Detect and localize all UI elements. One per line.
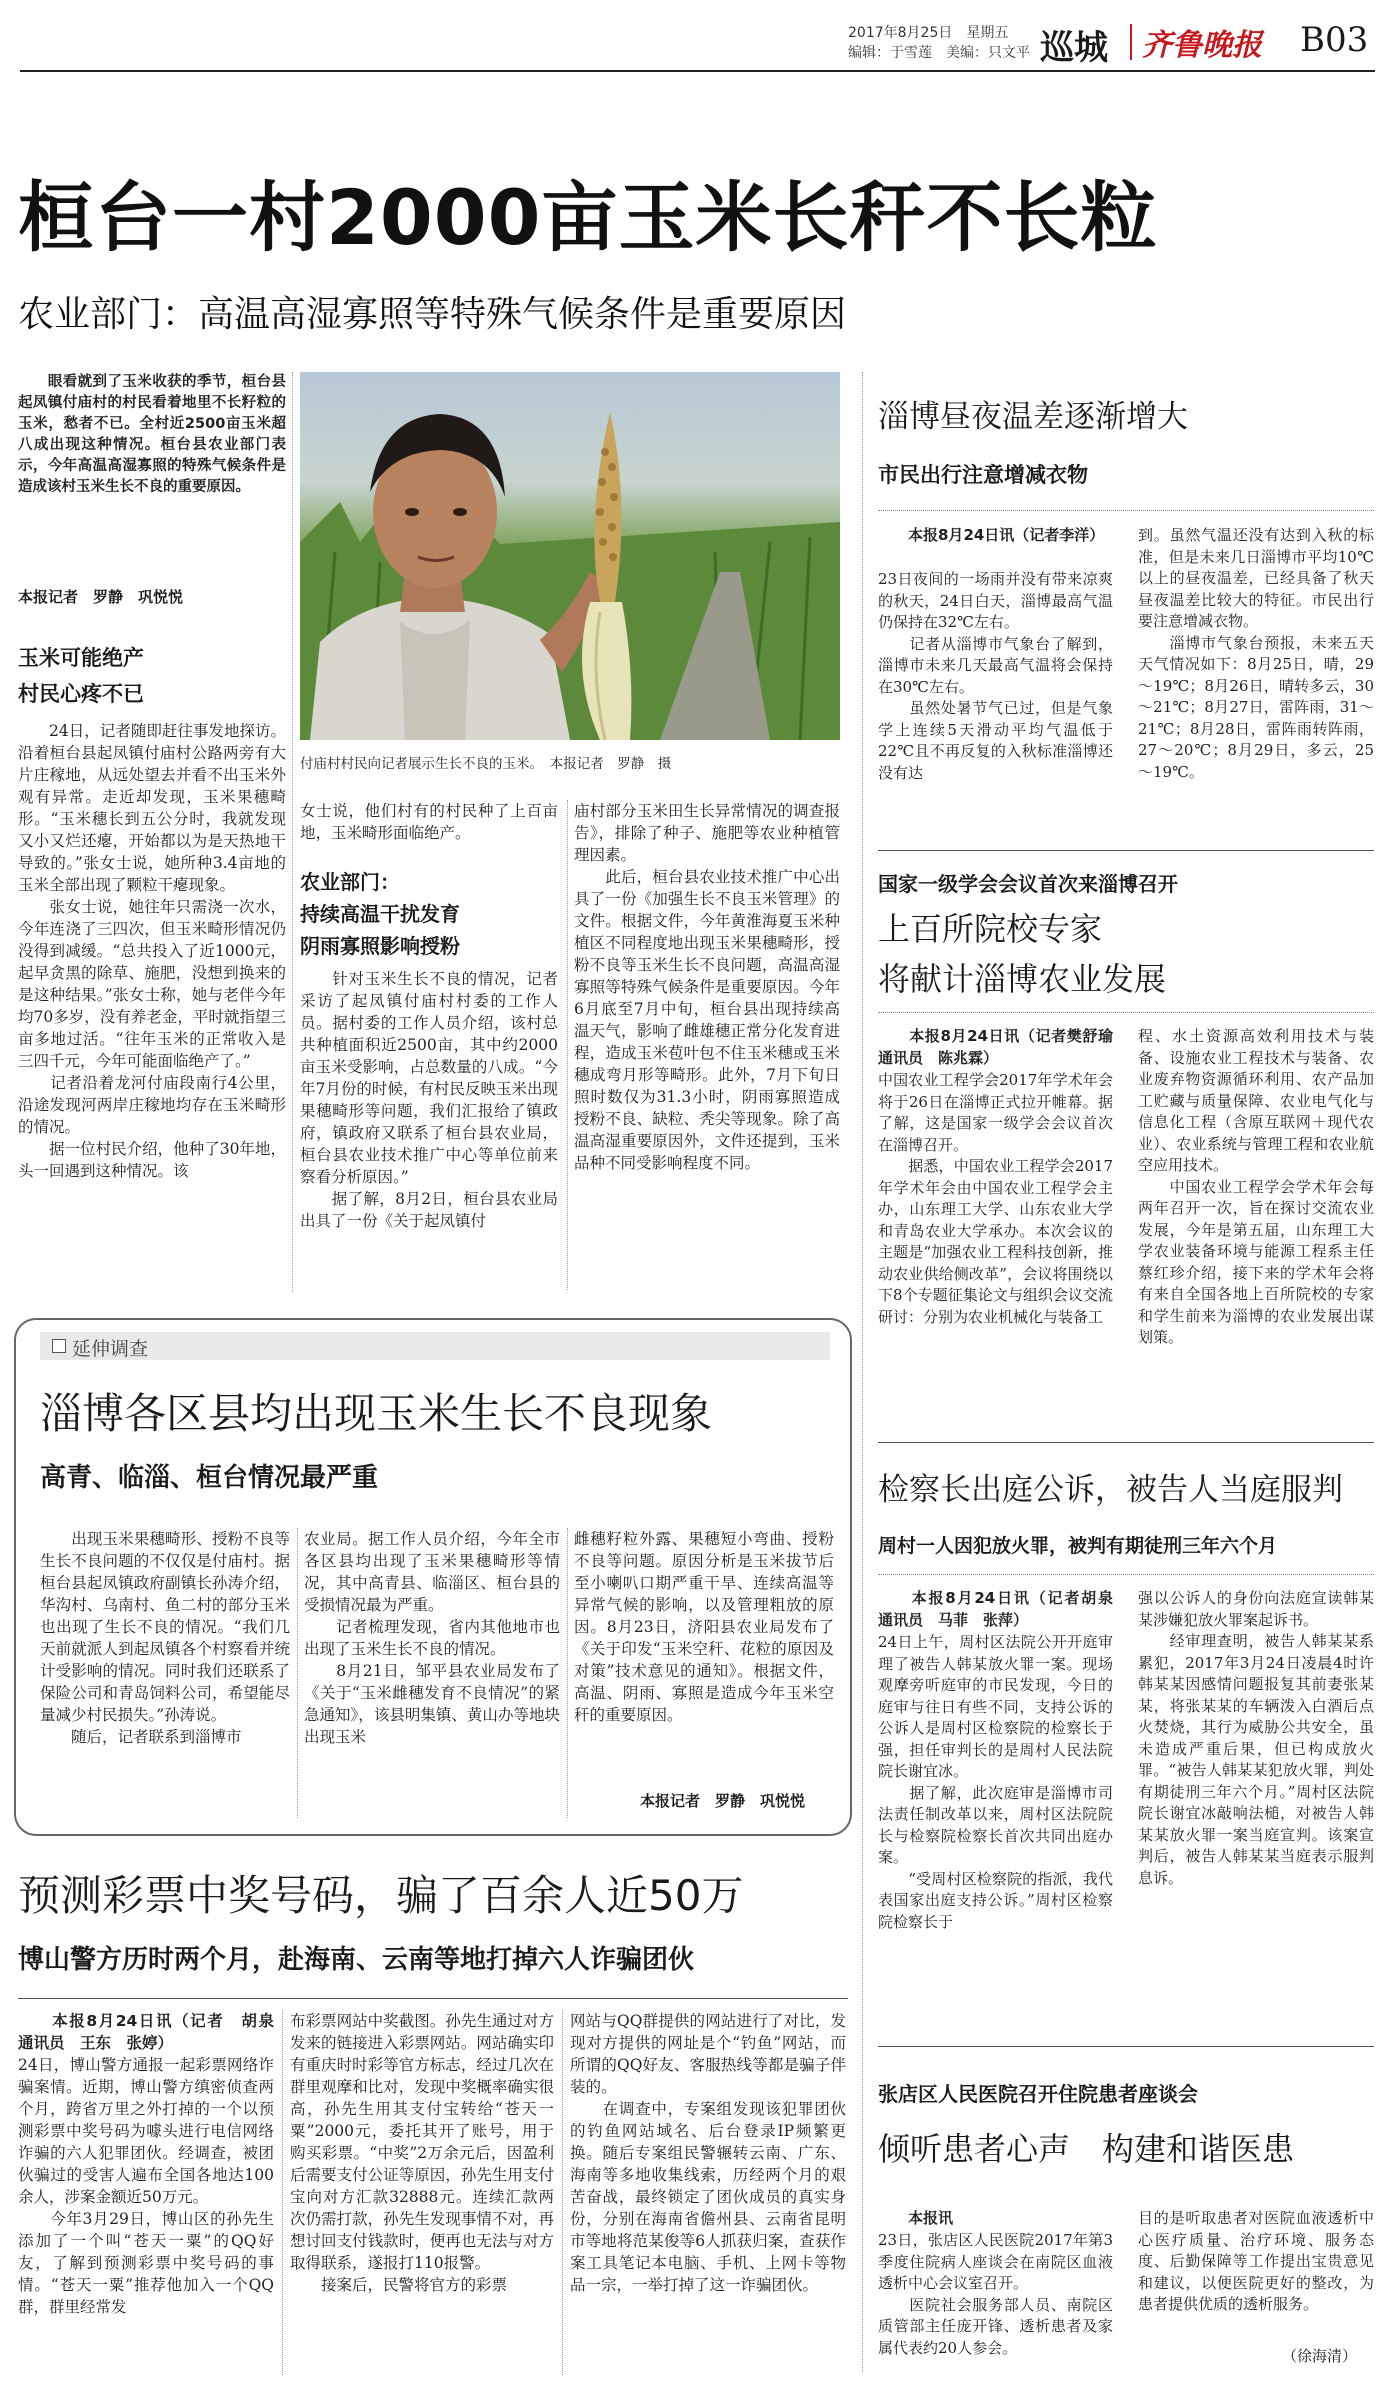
conference-column-2: 程、水土资源高效利用技术与装备、设施农业工程技术与装备、农业废弃物资源循环利用、农产品加工贮藏与质量保障、农业电气化与信息化工程（含原互联网＋现代农业）、农业系统与管理工程和农业航空应用技术。 中国农业工程学会学术年会每两年召开一次，旨在探讨交流农业发展，今年是第五届，山东理工大学农业装备环境与能源工程系主任蔡红珍介绍，接下来的学术年会将有来自全国各地上百所院校的专家和学生前来为淄博的农业发展出谋划策。 — [1138, 1027, 1374, 1346]
extension-reporter: 本报记者 罗静 巩悦悦 — [640, 1792, 806, 1810]
right-column-divider — [862, 372, 863, 2372]
court-byline: 本报8月24日讯（记者胡泉 通讯员 马菲 张萍） — [878, 1589, 1129, 1629]
weather-headline: 淄博昼夜温差逐渐增大 — [878, 399, 1188, 435]
conference-rule — [878, 1012, 1374, 1013]
court-subhead: 周村一人因犯放火罪，被判有期徒刑三年六个月 — [878, 1535, 1278, 1557]
hospital-column-1: 23日，张店区人民医院2017年第3季度住院病人座谈会在南院区血液透析中心会议室召开。 医院社会服务部人员、南院区质管部主任庞开锋、透析患者及家属代表约20人参会。 — [878, 2231, 1113, 2357]
extension-divider-1 — [297, 1528, 298, 1818]
extension-column-3: 雌穗籽粒外露、果穗短小弯曲、授粉不良等问题。原因分析是玉米拔节后至小喇叭口期严重干旱、连续高温等异常气候的影响，以及管理粗放的原因。8月23日，济阳县农业局发布了《关于印发“玉米空秆、花粒的原因及对策”技术意见的通知》。根据文件，高温、阴雨、寡照是造成今年玉米空秆的重要原因。 — [574, 1530, 834, 1724]
lead-column-1: 24日，记者随即赶往事发地探访。沿着桓台县起凤镇付庙村公路两旁有大片庄稼地，从远处望去并看不出玉米外观有异常。走近却发现，玉米果穗畸形。“玉米穗长到五公分时，我就发现又小又烂还瘪，开始都以为是天热地干导致的。”张女士说，她所种3.4亩地的玉米全部出现了颗粒干瘪现象。 张女士说，她往年只需浇一次水，今年连浇了三四次，但玉米畸形情况仍没得到减缓。“总共投入了近1000元，起早贪黑的除草、施肥，没想到换来的是这种结果。”张女士称，她与老伴今年均70多岁，没有养老金，平时就指望三亩多地过活。“往年玉米的正常收入是三四千元，今年可能面临绝产了。” 记者沿着龙河付庙段南行4公里，沿途发现河两岸庄稼地均存在玉米畸形的情况。 据一位村民介绍，他种了30年地，头一回遇到这种情况。该 — [18, 722, 286, 1180]
lottery-column-3: 网站与QQ群提供的网站进行了对比，发现对方提供的网址是个“钓鱼”网站，而所谓的QQ好友、客服热线等都是骗子伴装的。 在调查中，专案组发现该犯罪团伙的钓鱼网站域名、后台登录IP频繁更换。随后专案组民警辗转云南、广东、海南等多地收集线索，历经两个月的艰苦奋战，最终锁定了团伙成员的真实身份，分别在海南省儋州县、云南省昆明市等地将范某俊等6人抓获归案，查获作案工具笔记本电脑、手机、上网卡等物品一宗，一举打掉了这一诈骗团伙。 — [570, 2012, 846, 2294]
hospital-column-2: 目的是听取患者对医院血液透析中心医疗质量、治疗环境、服务态度、后勤保障等工作提出宝贵意见和建议，以便医院更好的整改，为患者提供优质的透析服务。 — [1138, 2209, 1374, 2313]
weather-rule — [878, 510, 1374, 511]
extension-divider-2 — [567, 1528, 568, 1818]
extension-tag-icon — [52, 1339, 66, 1353]
issue-date: 2017年8月25日 星期五 — [848, 25, 1009, 41]
lead-photo — [300, 372, 840, 740]
lead-column-2b: 针对玉米生长不良的情况，记者采访了起凤镇付庙村村委的工作人员。据村委的工作人员介绍，该村总共种植面积近2500亩，其中约2000亩玉米受影响，占总数量的八成。“今年7月份的时候，有村民反映玉米出现果穗畸形等问题，我们汇报给了镇政府，镇政府又联系了桓台县农业局，桓台县农业技术推广中心等单位前来察看分析原因。” 据了解，8月2日，桓台县农业局出具了一份《关于起凤镇付 — [300, 970, 558, 1230]
lead-divider-2 — [567, 800, 568, 1290]
photo-caption: 付庙村村民向记者展示生长不良的玉米。 本报记者 罗静 摄 — [300, 756, 672, 772]
lottery-column-2: 布彩票网站中奖截图。孙先生通过对方发来的链接进入彩票网站。网站确实印有重庆时时彩等官方标志，经过几次在群里观摩和比对，发现中奖概率确实很高，孙先生用其支付宝转给“苍天一粟”2000元，委托其开了账号，用于购买彩票。“中奖”2万余元后，因盈利后需要支付公证等原因，孙先生用支付宝向对方汇款32888元。连续汇款两次仍需打款，孙先生发现事情不对，再想讨回支付钱款时，便再也无法与对方取得联系，遂报打110报警。 接案后，民警将官方的彩票 — [290, 2012, 554, 2294]
masthead-divider — [1130, 24, 1132, 60]
conference-headline-a: 上百所院校专家 — [878, 910, 1103, 948]
woman-with-corn-icon — [300, 372, 840, 740]
lottery-subhead: 博山警方历时两个月，赴海南、云南等地打掉六人诈骗团伙 — [18, 1945, 695, 1975]
hospital-signature: （徐海清） — [1282, 2347, 1358, 2365]
section1-title-a: 玉米可能绝产 — [18, 646, 144, 670]
masthead — [0, 0, 1395, 70]
lottery-divider-2 — [562, 2010, 563, 2375]
page-number: B03 — [1300, 20, 1369, 60]
masthead-rule — [20, 70, 1375, 72]
lead-reporter: 本报记者 罗静 巩悦悦 — [18, 588, 184, 606]
hospital-headline: 倾听患者心声 构建和谐医患 — [878, 2130, 1295, 2168]
hospital-kicker: 张店区人民医院召开住院患者座谈会 — [878, 2082, 1198, 2106]
extension-headline: 淄博各区县均出现玉米生长不良现象 — [40, 1389, 713, 1438]
section-name: 巡城 — [1040, 28, 1108, 68]
lottery-divider-1 — [282, 2010, 283, 2375]
extension-tag: 延伸调查 — [72, 1338, 149, 1360]
court-headline: 检察长出庭公诉，被告人当庭服判 — [878, 1472, 1343, 1508]
lead-subhead: 农业部门：高温高湿寡照等特殊气候条件是重要原因 — [18, 294, 847, 335]
section2-title-b: 持续高温干扰发育 — [300, 902, 460, 926]
hospital-byline: 本报讯 — [878, 2209, 954, 2227]
lead-column-2a: 女士说，他们村有的村民种了上百亩地，玉米畸形面临绝产。 — [300, 802, 558, 842]
court-column-1: 24日上午，周村区法院公开开庭审理了被告人韩某放火罪一案。现场观摩旁听庭审的市民发现，今日的庭审与往日有些不同，支持公诉的公诉人是周村区检察院的检察长于强，担任审判长的是周村人民法院院长谢宜冰。 据了解，此次庭审是淄博市司法责任制改革以来，周村区法院院长与检察院检察长首次共同出庭办案。 “受周村区检察院的指派，我代表国家出庭支持公诉。”周村区检察院检察长于 — [878, 1633, 1113, 1931]
court-rule — [878, 1574, 1374, 1575]
lottery-column-1: 24日，博山警方通报一起彩票网络诈骗案情。近期，博山警方缜密侦查两个月，跨省万里之外打掉的一个以预测彩票中奖号码为噱头进行电信网络诈骗的六人犯罪团伙。经调查，被团伙骗过的受害人遍布全国各地达100余人，涉案金额近50万元。 今年3月29日，博山区的孙先生添加了一个叫“苍天一粟”的QQ好友，了解到预测彩票中奖号码的事情。“苍天一粟”推荐他加入一个QQ群，群里经常发 — [18, 2056, 274, 2316]
extension-column-1: 出现玉米果穗畸形、授粉不良等生长不良问题的不仅仅是付庙村。据桓台县起凤镇政府副镇长孙涛介绍，华沟村、乌南村、鱼二村的部分玉米也出现了生长不良的情况。“我们几天前就派人到起凤镇各个村察看并统计受影响的情况。同时我们还联系了保险公司和青岛饲料公司，希望能尽量减少村民损失。”孙涛说。 随后，记者联系到淄博市 — [40, 1530, 290, 1746]
conference-headline-b: 将献计淄博农业发展 — [878, 960, 1167, 998]
lead-column-3: 庙村部分玉米田生长异常情况的调查报告》，排除了种子、施肥等农业种植管理因素。 此后，桓台县农业技术推广中心出具了一份《加强生长不良玉米管理》的文件。根据文件，今年黄淮海夏玉米种植区不同程度地出现玉米果穗畸形，授粉不良等玉米生长不良问题，高温高湿寡照等特殊气候条件是重要原因。今年6月底至7月中旬，桓台县出现持续高温天气，影响了雌雄穗正常分化发育进程，造成玉米苞叶包不住玉米穗或玉米穗成弯月形等畸形。此外，7月下旬日照时数仅为31.3小时，阴雨寡照造成授粉不良、缺粒、秃尖等现象。除了高温高湿重要原因外，文件还提到，玉米品种不同受影响程度不同。 — [574, 802, 840, 1172]
extension-subhead: 高青、临淄、桓台情况最严重 — [40, 1463, 379, 1493]
lottery-byline: 本报8月24日讯（记者 胡泉 通讯员 王东 张婷） — [18, 2012, 290, 2052]
conference-kicker: 国家一级学会会议首次来淄博召开 — [878, 872, 1178, 896]
lead-intro: 眼看就到了玉米收获的季节，桓台县起凤镇付庙村的村民看着地里不长籽粒的玉米，愁者不已。全村近2500亩玉米超八成出现这种情况。桓台县农业部门表示，今年高温高湿寡照的特殊气候条件是造成该村玉米生长不良的重要原因。 — [18, 374, 286, 495]
conference-byline: 本报8月24日讯（记者樊舒瑜 通讯员 陈兆霖） — [878, 1027, 1129, 1067]
conference-bottom-rule — [878, 1442, 1374, 1443]
lead-divider-1 — [292, 372, 293, 1292]
weather-bottom-rule — [878, 850, 1374, 851]
section2-title-c: 阴雨寡照影响授粉 — [300, 934, 460, 958]
paper-logo: 齐鲁晚报 — [1142, 28, 1262, 63]
weather-byline: 本报8月24日讯（记者李洋） — [878, 526, 1105, 544]
extension-column-2: 农业局。据工作人员介绍，今年全市各区县均出现了玉米果穗畸形等情况，其中高青县、临淄区、桓台县的受损情况最为严重。 记者梳理发现，省内其他地市也出现了玉米生长不良的情况。 8月21日，邹平县农业局发布了《关于“玉米雌穗发育不良情况”的紧急通知》，该县明集镇、黄山办等地块出现玉米 — [304, 1530, 560, 1746]
court-column-2: 强以公诉人的身份向法庭宣读韩某某涉嫌犯放火罪案起诉书。 经审理查明，被告人韩某某系累犯，2017年3月24日凌晨4时许韩某某因感情问题报复其前妻张某某，将张某某的车辆泼入白酒后点火焚烧，其行为威胁公共安全，虽未造成严重后果，但已构成放火罪。“被告人韩某某犯放火罪，判处有期徒刑三年六个月。”周村区法院院长谢宜冰敲响法槌，对被告人韩某某放火罪一案当庭宣判。该案宣判后，被告人韩某某当庭表示服判息诉。 — [1138, 1589, 1374, 1887]
lottery-rule — [18, 1998, 848, 1999]
section2-title-a: 农业部门： — [300, 870, 400, 894]
weather-column-1: 23日夜间的一场雨并没有带来凉爽的秋天，24日白天，淄博最高气温仍保持在32℃左右。 记者从淄博市气象台了解到，淄博市未来几天最高气温将会保持在30℃左右。 虽然处暑节气已过，但是气象学上连续5天滑动平均气温低于22℃且不再反复的入秋标准淄博还没有达 — [878, 570, 1113, 782]
editors-line: 编辑：于雪莲 美编：只文平 — [848, 45, 1030, 61]
conference-column-1: 中国农业工程学会2017年学术年会将于26日在淄博正式拉开帷幕。据了解，这是国家一级学会会议首次在淄博召开。 据悉，中国农业工程学会2017年学术年会由中国农业工程学会主办，山东理工大学、山东农业大学和青岛农业大学承办。本次会议的主题是“加强农业工程科技创新，推动农业供给侧改革”，会议将围绕以下8个专题征集论文与组织会议交流研讨：分别为农业机械化与装备工 — [878, 1071, 1113, 1326]
weather-column-2: 到。虽然气温还没有达到入秋的标准，但是未来几日淄博市平均10℃以上的昼夜温差，已经具备了秋天昼夜温差比较大的特征。市民出行要注意增减衣物。 淄博市气象台预报，未来五天天气情况如下：8月25日，晴，29～19℃；8月26日，晴转多云，30～21℃；8月27日，雷阵雨，31～21℃；8月28日，雷阵雨转阵雨，27～20℃；8月29日，多云，25～19℃。 — [1138, 526, 1374, 781]
weather-subhead: 市民出行注意增减衣物 — [878, 463, 1088, 487]
section1-title-b: 村民心疼不已 — [18, 682, 144, 706]
lottery-headline: 预测彩票中奖号码，骗了百余人近50万 — [18, 1871, 744, 1920]
court-bottom-rule — [878, 2046, 1374, 2047]
extension-tag-bar — [40, 1332, 830, 1360]
lead-headline: 桓台一村2000亩玉米长秆不长粒 — [18, 173, 1158, 262]
